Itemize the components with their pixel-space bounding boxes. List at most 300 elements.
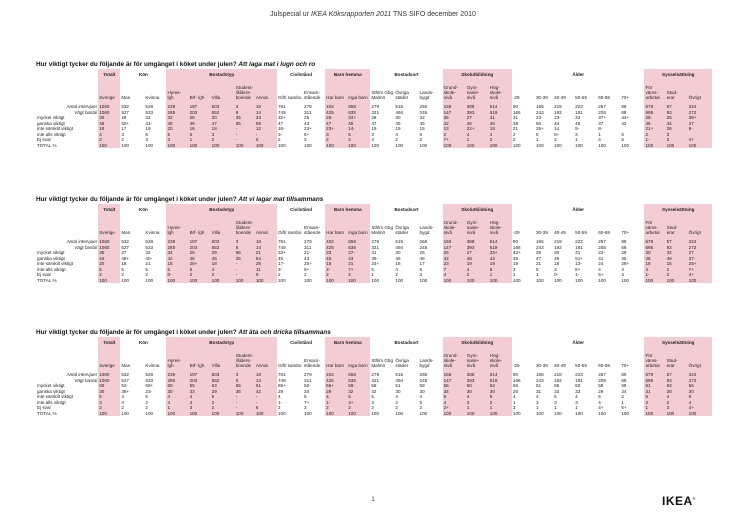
table-cell: 279	[370, 239, 394, 245]
table-cell: 1	[512, 400, 535, 406]
table-cell: 5	[120, 267, 144, 273]
table-cell: 267	[597, 104, 620, 110]
table-cell: 25+	[535, 126, 553, 132]
column-header: Grund- skole- nivå	[443, 80, 466, 100]
table-cell: 552	[211, 245, 235, 251]
table-cell: 32	[144, 250, 166, 256]
table-cell: 1	[574, 405, 597, 411]
table-cell: 42	[620, 121, 644, 127]
table-cell: 30	[394, 115, 418, 121]
group-header: Skolutbildning	[443, 69, 512, 80]
table-cell: 203	[189, 110, 211, 116]
results-table	[36, 204, 712, 283]
table-cell: 29	[277, 389, 303, 395]
table-cell: 603	[211, 372, 235, 378]
table-cell: 192	[553, 378, 574, 384]
group-header: Totalt	[98, 204, 120, 215]
table-cell: 3	[574, 132, 597, 138]
table-cell: 23	[255, 115, 277, 121]
table-cell: 30	[644, 250, 665, 256]
table-cell: 12	[255, 126, 277, 132]
table-cell: 32	[144, 115, 166, 121]
table-cell: 28	[666, 389, 688, 395]
column-header: 60-69	[597, 348, 620, 368]
table-cell: 3	[166, 137, 188, 143]
table-cell: 20	[98, 261, 120, 267]
table-cell: 679	[644, 239, 665, 245]
table-cell: 100	[443, 278, 466, 284]
table-cell: 192	[553, 245, 574, 251]
table-cell: 279	[303, 372, 325, 378]
table-cell: 100	[144, 278, 166, 284]
page-header	[0, 11, 746, 18]
column-header: 40-49	[553, 80, 574, 100]
table-cell: 3	[553, 267, 574, 273]
table-cell: -	[235, 137, 255, 143]
table-cell: 61	[535, 383, 553, 389]
table-cell: 3-	[277, 267, 303, 273]
table-cell: 2	[666, 272, 688, 278]
table-cell: 1	[489, 272, 512, 278]
table-cell: 5	[189, 267, 211, 273]
table-cell: 47	[325, 121, 347, 127]
table-cell: 6	[419, 132, 443, 138]
table-cell: 45	[394, 121, 418, 127]
row-label: inte alls viktigt	[37, 131, 66, 137]
table-cell: 65	[235, 121, 255, 127]
table-cell: 90	[512, 104, 535, 110]
table-cell: 47	[277, 121, 303, 127]
table-cell: 19	[489, 261, 512, 267]
table-cell: 25	[666, 115, 688, 121]
table-cell: 2	[370, 405, 394, 411]
column-header: Hög- skole- nivå	[489, 348, 512, 368]
table-cell: 18	[211, 261, 235, 267]
table-cell: 32	[347, 389, 370, 395]
group-header: Bostadsort	[370, 337, 442, 348]
table-cell: 93	[666, 110, 688, 116]
table-cell: 49	[666, 256, 688, 262]
table-cell: 20	[166, 126, 188, 132]
table-cell: 393	[466, 110, 489, 116]
group-header: Civilstånd	[277, 204, 325, 215]
table-cell: 45	[419, 121, 443, 127]
table-cell: 21-	[303, 250, 325, 256]
group-header: Kön	[120, 337, 166, 348]
table-cell: 1	[597, 132, 620, 138]
table-cell: 65	[235, 383, 255, 389]
table-cell: 1	[535, 272, 553, 278]
table-cell: 100	[166, 411, 188, 417]
table-cell: 37-	[688, 256, 712, 262]
table-cell: 14-	[347, 126, 370, 132]
table-cell: 100	[211, 411, 235, 417]
table-cell: 494	[394, 378, 418, 384]
table-cell: 46	[325, 256, 347, 262]
table-cell: 6	[443, 394, 466, 400]
table-cell: 2	[144, 272, 166, 278]
table-cell: 2	[394, 137, 418, 143]
group-header: Bostadsort	[370, 69, 442, 80]
table-cell: 514	[489, 104, 512, 110]
table-cell: 5	[98, 267, 120, 273]
table-cell: 635	[347, 245, 370, 251]
table-cell: 100	[574, 143, 597, 149]
table-cell: 100	[255, 411, 277, 417]
table-cell: 2	[466, 272, 489, 278]
table-cell: 272	[688, 378, 712, 384]
table-cell: 32+	[277, 115, 303, 121]
table-cell: 61	[644, 383, 665, 389]
table-cell: 26	[666, 126, 688, 132]
table-cell: 3	[370, 132, 394, 138]
table-cell: 30	[211, 115, 235, 121]
row-label: ganska viktigt	[37, 120, 65, 126]
table-cell: 4	[597, 137, 620, 143]
table-cell: 18	[255, 104, 277, 110]
table-cell: 4	[166, 400, 188, 406]
table-cell: 2	[277, 137, 303, 143]
table-cell: 18	[98, 126, 120, 132]
table-cell: 7+	[688, 267, 712, 273]
table-cell: 2	[189, 272, 211, 278]
column-header: Gift/ sambo	[277, 348, 303, 368]
group-header: Sysselsättning	[644, 204, 712, 215]
table-cell: 50-	[303, 383, 325, 389]
table-cell: 3	[553, 400, 574, 406]
table-cell: 2	[553, 137, 574, 143]
table-cell: 528	[144, 104, 166, 110]
table-cell: 100	[512, 411, 535, 417]
table-cell: 25	[443, 250, 466, 256]
row-label: TOTAL %	[37, 142, 57, 148]
table-cell: 47	[370, 121, 394, 127]
table-cell: 19	[370, 126, 394, 132]
table-cell: 16	[489, 126, 512, 132]
table-cell: 61	[394, 383, 418, 389]
table-cell: 43+	[512, 250, 535, 256]
table-row	[36, 411, 712, 417]
table-cell: 635	[347, 378, 370, 384]
column-header: Sverige	[98, 80, 120, 100]
table-cell: 16	[189, 126, 211, 132]
table-cell: 245	[419, 378, 443, 384]
column-header: 30-39	[535, 348, 553, 368]
table-cell: 2	[277, 405, 303, 411]
table-cell: 279	[303, 104, 325, 110]
group-header: Civilstånd	[277, 337, 325, 348]
row-label: inte alls viktigt	[37, 399, 66, 405]
table-cell: 695	[644, 245, 665, 251]
table-cell: 44	[98, 256, 120, 262]
table-cell: 494	[394, 110, 418, 116]
table-cell: 1060	[98, 239, 120, 245]
table-cell: 89	[620, 104, 644, 110]
table-cell: 3	[644, 400, 665, 406]
column-header: Lands- bygd	[419, 348, 443, 368]
question-topic: Att laga mat i lugn och ro	[238, 61, 316, 68]
table-cell: 679	[644, 372, 665, 378]
table-cell: 28	[370, 115, 394, 121]
table-cell: 4	[394, 267, 418, 273]
table-cell: 25+	[303, 261, 325, 267]
table-cell: 100	[574, 278, 597, 284]
row-label: Vägt bastal	[74, 377, 98, 383]
table-cell: 64	[255, 256, 277, 262]
table-cell: 2	[512, 137, 535, 143]
table-cell: 311	[303, 245, 325, 251]
table-row	[36, 278, 712, 284]
table-cell: 100	[644, 278, 665, 284]
table-cell: 100	[347, 143, 370, 149]
table-cell: 60	[98, 383, 120, 389]
table-cell: 2	[347, 405, 370, 411]
table-cell: 243	[535, 245, 553, 251]
table-cell: 100	[235, 278, 255, 284]
table-cell: 4	[120, 400, 144, 406]
table-cell: 100	[644, 143, 665, 149]
row-label: mycket viktigt	[37, 383, 65, 389]
table-cell: 166	[535, 104, 553, 110]
table-cell: 514	[489, 239, 512, 245]
column-header: Har barn	[325, 80, 347, 100]
table-cell: 4	[370, 137, 394, 143]
table-cell: 5	[370, 267, 394, 273]
table-cell: 29	[211, 389, 235, 395]
table-cell: 5	[144, 267, 166, 273]
column-header: Inga barn	[347, 215, 370, 235]
table-cell: 267	[597, 239, 620, 245]
table-cell: -	[235, 405, 255, 411]
table-cell: 49	[189, 121, 211, 127]
table-cell: 5	[144, 132, 166, 138]
group-header: Sysselsättning	[644, 69, 712, 80]
column-header: 70+	[620, 348, 644, 368]
table-cell: 49	[553, 256, 574, 262]
table-cell: 6	[166, 267, 188, 273]
table-cell: 1060	[98, 245, 120, 251]
table-cell: 6+	[303, 132, 325, 138]
table-cell: 100	[466, 143, 489, 149]
table-cell: 324	[688, 372, 712, 378]
column-header: Inga barn	[347, 80, 370, 100]
group-header: Sysselsättning	[644, 337, 712, 348]
table-cell: 25+	[688, 261, 712, 267]
table-cell: 1-	[644, 137, 665, 143]
table-cell: 33	[553, 389, 574, 395]
table-cell: 19	[394, 126, 418, 132]
table-cell: 63	[211, 383, 235, 389]
table-cell: 100	[666, 411, 688, 417]
table-cell: 100	[189, 411, 211, 417]
table-cell: 1-	[325, 400, 347, 406]
table-cell: 55	[443, 383, 466, 389]
table-cell: 68	[620, 110, 644, 116]
table-cell: 46	[466, 121, 489, 127]
table-cell: 89	[620, 239, 644, 245]
table-cell: 533	[144, 110, 166, 116]
column-header: Sthlm Gbg Malmö	[370, 80, 394, 100]
row-label: Antal intervjuer	[66, 239, 98, 245]
table-cell: 781	[277, 239, 303, 245]
table-cell: 239	[166, 239, 188, 245]
table-cell: 166	[512, 245, 535, 251]
table-cell: 13-	[574, 261, 597, 267]
table-cell: 100	[419, 411, 443, 417]
table-cell: 321	[370, 110, 394, 116]
column-header: Har barn	[325, 215, 347, 235]
group-header: Barn hemma	[325, 204, 370, 215]
table-cell: 21	[144, 261, 166, 267]
table-cell: 100	[666, 278, 688, 284]
table-cell: 31	[489, 115, 512, 121]
table-cell: 100	[235, 143, 255, 149]
table-cell: 3	[666, 132, 688, 138]
column-header: Sthlm Gbg Malmö	[370, 215, 394, 235]
column-header: Hyres- lgh	[166, 215, 188, 235]
table-cell: 8-	[688, 126, 712, 132]
row-label: inte särskilt viktigt	[37, 394, 73, 400]
column-header: Man	[120, 348, 144, 368]
table-cell: 57	[666, 104, 688, 110]
table-cell: 3	[235, 104, 255, 110]
row-label: inte särskilt viktigt	[37, 261, 73, 267]
column-header: Övriga städer	[394, 348, 418, 368]
table-cell: 532	[120, 239, 144, 245]
table-cell: 4	[644, 267, 665, 273]
table-cell: 35	[235, 256, 255, 262]
column-header: Villa	[211, 215, 235, 235]
table-cell: 93	[666, 378, 688, 384]
table-cell: 56	[688, 383, 712, 389]
column-header: Sverige	[98, 215, 120, 235]
table-cell: 0-	[166, 272, 188, 278]
table-cell: 266	[419, 239, 443, 245]
table-cell: 279	[303, 239, 325, 245]
table-cell: 2	[211, 272, 235, 278]
table-cell: 2	[144, 405, 166, 411]
table-cell: 1060	[98, 104, 120, 110]
table-cell: 6	[419, 267, 443, 273]
table-cell: 47	[211, 121, 235, 127]
row-label: Vägt bastal	[74, 244, 98, 250]
table-cell: 100	[688, 411, 712, 417]
table-cell: 100	[144, 143, 166, 149]
table-cell: 5	[688, 394, 712, 400]
table-cell: 100	[325, 143, 347, 149]
table-cell: 197	[189, 372, 211, 378]
table-cell: -	[235, 267, 255, 273]
table-cell: 100	[553, 143, 574, 149]
table-cell: 311	[303, 110, 325, 116]
table-cell: 47	[597, 121, 620, 127]
table-cell: 243	[535, 110, 553, 116]
row-label: Ej svar	[37, 272, 52, 278]
table-cell: 60	[466, 383, 489, 389]
table-cell: 2	[325, 272, 347, 278]
table-cell: 21	[512, 126, 535, 132]
table-cell: 18	[553, 261, 574, 267]
page-number: 1	[371, 497, 375, 503]
question-topic: Att vi lagar mat tillsammans	[238, 196, 324, 203]
table-cell: 4+	[347, 400, 370, 406]
table-cell: 100	[489, 278, 512, 284]
table-cell: 6+	[553, 132, 574, 138]
column-header: Annat	[255, 80, 277, 100]
table-cell: 100	[120, 143, 144, 149]
table-cell: 285	[166, 245, 188, 251]
group-header: Skolutbildning	[443, 204, 512, 215]
table-cell: 30	[419, 389, 443, 395]
column-header: Hyres- lgh	[166, 80, 188, 100]
table-cell: 1	[535, 405, 553, 411]
table-cell: 223	[574, 372, 597, 378]
table-cell: 48	[419, 256, 443, 262]
table-cell: 14	[553, 126, 574, 132]
table-cell: 181	[574, 245, 597, 251]
table-cell: 4+	[688, 137, 712, 143]
table-cell: 279	[370, 104, 394, 110]
table-cell: 5	[620, 132, 644, 138]
column-header: 30-39	[535, 80, 553, 100]
table-cell: 44	[553, 121, 574, 127]
group-header: Kön	[120, 204, 166, 215]
table-cell: 1	[466, 137, 489, 143]
table-cell: 41	[597, 256, 620, 262]
table-cell: 100	[255, 278, 277, 284]
table-cell: 2	[419, 137, 443, 143]
column-header: Man	[120, 80, 144, 100]
table-cell: 3	[235, 372, 255, 378]
table-cell: 321	[370, 245, 394, 251]
table-cell: -	[235, 126, 255, 132]
table-cell: 21	[255, 250, 277, 256]
table-cell: 65	[235, 250, 255, 256]
table-cell: 58	[597, 383, 620, 389]
table-cell: 603	[211, 104, 235, 110]
table-cell: 23	[443, 261, 466, 267]
table-cell: 100	[553, 278, 574, 284]
table-cell: 23-	[535, 115, 553, 121]
table-cell: 8-	[597, 126, 620, 132]
table-cell: 4	[466, 394, 489, 400]
table-cell: 4	[597, 400, 620, 406]
column-header: Hög- skole- nivå	[489, 215, 512, 235]
table-cell: 4	[189, 394, 211, 400]
table-cell: 41-	[144, 121, 166, 127]
table-cell: 21+	[644, 126, 665, 132]
table-cell: 100	[325, 278, 347, 284]
header-prefix: Julspecial ur	[270, 11, 310, 18]
column-header: -29	[512, 215, 535, 235]
table-cell: 13	[443, 126, 466, 132]
table-cell: 26+	[189, 261, 211, 267]
table-cell: 6	[235, 245, 255, 251]
table-cell: 4	[98, 132, 120, 138]
table-cell: 100	[688, 143, 712, 149]
table-cell: 3	[666, 137, 688, 143]
table-cell: 29	[211, 250, 235, 256]
table-cell: 18	[211, 126, 235, 132]
table-cell: 100	[120, 411, 144, 417]
row-label: TOTAL %	[37, 410, 57, 416]
table-cell: 6	[553, 394, 574, 400]
table-cell: 100	[394, 143, 418, 149]
table-cell: 38	[512, 121, 535, 127]
table-cell: 3	[211, 132, 235, 138]
row-label: mycket viktigt	[37, 115, 65, 121]
table-cell: 100	[443, 143, 466, 149]
